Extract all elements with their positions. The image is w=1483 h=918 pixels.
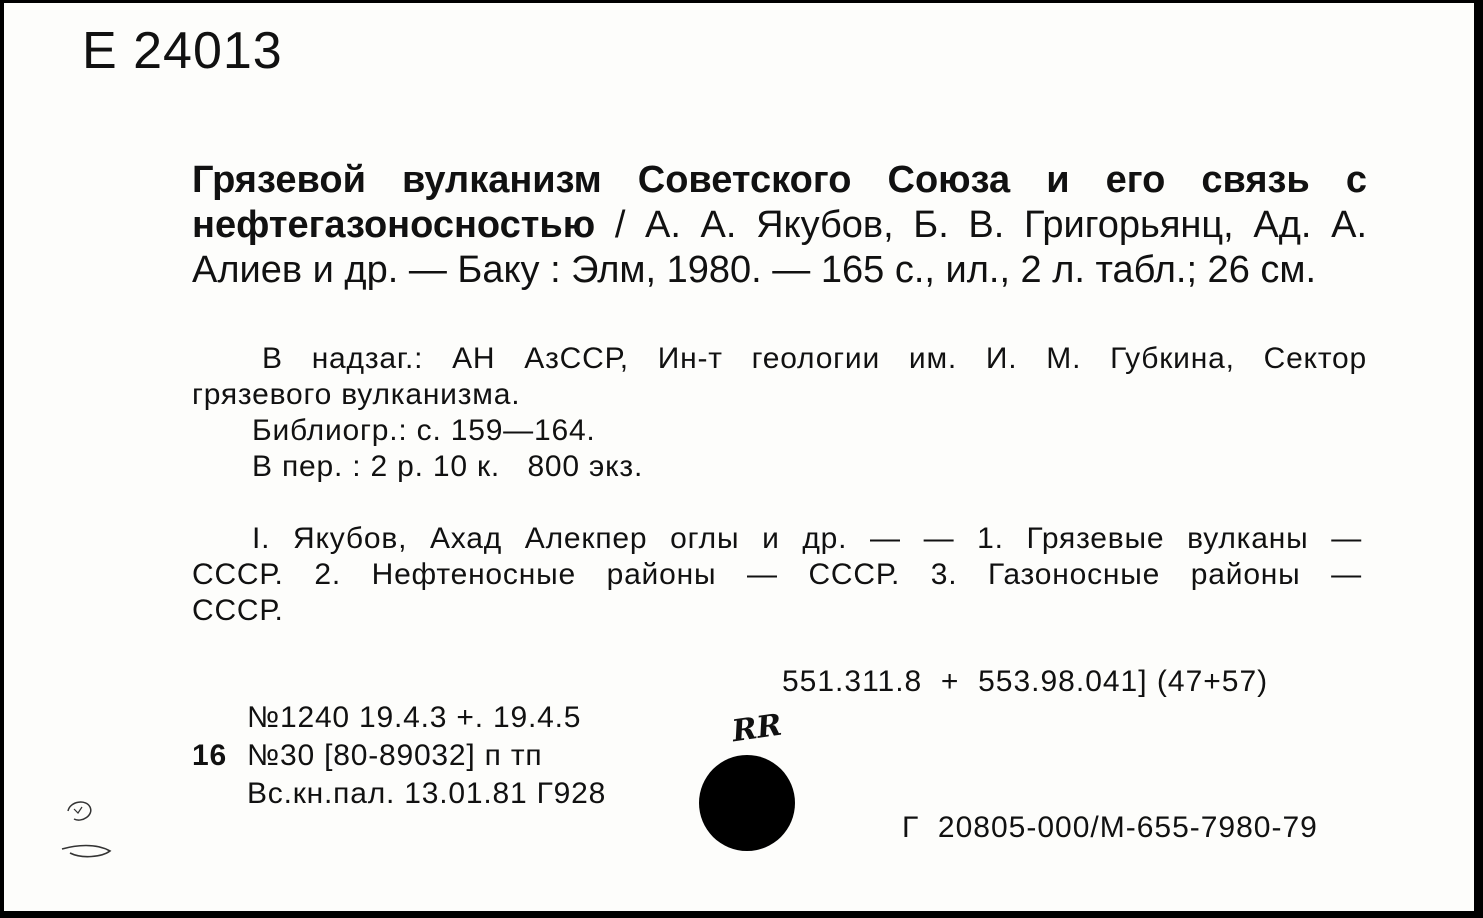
imprint-line-1: №1240 19.4.3 +. 19.4.5 [247, 701, 582, 734]
imprint-line-2: №30 [80-89032] п тп [247, 739, 543, 772]
imprint-block [192, 699, 606, 813]
subject-line-a: I. Якубов, Ахад Алекпер оглы и др. — — 1. Грязевые вулканы — [252, 522, 1362, 555]
publication-code: Г 20805-000/М-655-7980-79 [902, 811, 1318, 844]
notes-block [192, 341, 1367, 485]
note-1b: грязевого вулканизма. [192, 378, 521, 411]
imprint-line-3: Вс.кн.пал. 13.01.81 Г928 [247, 777, 607, 810]
udc-code: 551.311.8 + 553.98.041] (47+57) [782, 665, 1269, 698]
catalog-card [4, 3, 1474, 911]
note-1a: В надзаг.: АН АзССР, Ин-т геологии им. И. М. Губкина, Сектор [262, 342, 1367, 375]
subject-line-b: СССР. 2. Нефтеносные районы — СССР. 3. Газоносные районы — [192, 558, 1362, 591]
imprint-number: 16 [192, 739, 227, 772]
title-bold: Грязевой вулканизм Советского Союза и его связь с нефтегазоносностью [192, 159, 1367, 246]
subject-line-c: СССР. [192, 594, 284, 627]
call-number: Е 24013 [82, 22, 283, 80]
handwritten-mark: RR [729, 707, 785, 750]
subjects-block [192, 521, 1362, 629]
title-rest: / А. А. Якубов, Б. В. Григорьянц, Ад. А. Алиев и др. — Баку : Элм, 1980. — 165 с., ил., 2 л. табл.; 26 см. [192, 204, 1367, 291]
punched-hole-dot [699, 755, 795, 851]
stamp-scribble-icon [56, 793, 116, 863]
note-2: Библиогр.: с. 159—164. [252, 414, 596, 447]
bibliographic-title [192, 158, 1367, 293]
note-3: В пер. : 2 р. 10 к. 800 экз. [252, 450, 644, 483]
